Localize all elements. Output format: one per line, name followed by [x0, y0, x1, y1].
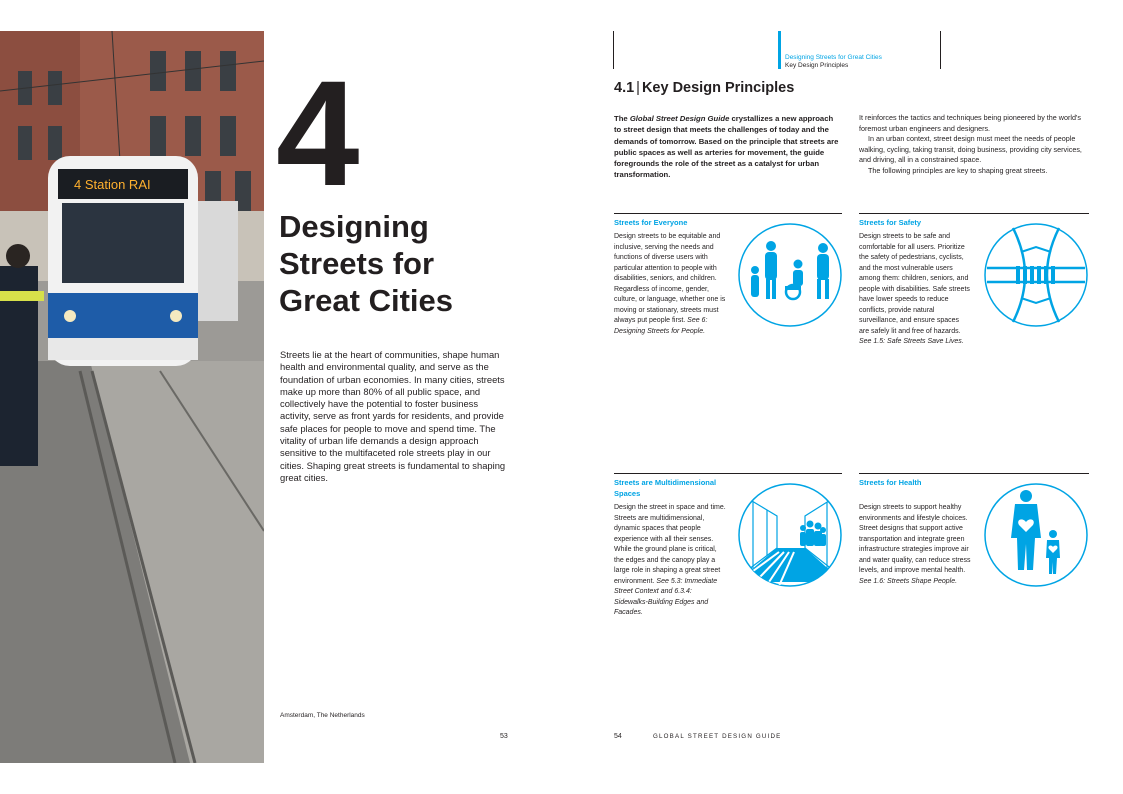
principle-reference: See 6: Designing Streets for People.	[614, 317, 708, 335]
principle-title-safety: Streets for Safety	[859, 218, 922, 227]
street-space-icon	[737, 482, 843, 588]
tram-photo	[0, 31, 264, 763]
chapter-number: 4	[276, 49, 356, 217]
principle-reference: See 1.6: Streets Shape People.	[859, 577, 958, 585]
section-title: Key Design Principles	[641, 80, 795, 96]
col2-paragraph-3: The following principles are key to shaping great streets.	[868, 165, 1048, 175]
card-rule	[614, 473, 842, 474]
chapter-intro-text: Streets lie at the heart of communities, shape human health and environmental quality, and serve as the foundation of urban economies. In many cities, streets make up more than 80% of all public space, and collectively have the potential to foster business activity, serve as front yards for residents, and provide safe places for people to move and spend time. The vitality of urban life demands a design approach sensitive to the multifaceted role streets play in our cities. Shaping great streets is fundamental to shaping great cities.	[280, 349, 506, 483]
lead-guide-title: Global Street Design Guide	[629, 114, 730, 123]
col2-paragraph-2: In an urban context, street design must meet the needs of people walking, cycling, taking transit, doing business, providing city services, and driving, all in a constrained space.	[859, 134, 1082, 164]
people-diversity-icon	[737, 222, 843, 328]
running-footer-title: GLOBAL STREET DESIGN GUIDE	[653, 733, 782, 740]
section-number: 4.1	[614, 80, 635, 96]
principle-text: Design streets to be safe and comfortable for all users. Prioritize the safety of pedestrians, cyclists, and the most vulnerable users among them: children, seniors, and people with disabilities. Safe streets have lower speeds to reduce conflicts, provide natural surveillance, and ensure spaces are safely lit and free of hazards.	[859, 233, 970, 335]
header-accent-bar	[778, 31, 781, 69]
section-separator: |	[636, 80, 640, 96]
principle-text: Design the street in space and time. Streets are multidimensional, dynamic spaces that people experience with all their senses. While the ground plane is critical, the edges and the canopy play a large role in shaping a great street environment.	[614, 504, 726, 585]
lead-text-rest: crystallizes a new approach to street design that meets the challenges of today and the demands of tomorrow. Based on the principle that streets are public spaces as well as arteries for movement, the guide foregrounds the role of the street as a catalyst for urban transformation.	[614, 114, 839, 180]
principle-text: Design streets to support healthy environments and lifestyle choices. Street designs that support active transportation and integrate green infrastructure strategies improve air and water quality, can reduce stress levels, and improve mental health.	[859, 504, 971, 574]
card-rule	[614, 213, 842, 214]
principle-title-everyone: Streets for Everyone	[614, 218, 688, 227]
principle-reference: See 1.5: Safe Streets Save Lives.	[859, 338, 964, 345]
intro-column-2	[859, 113, 1093, 176]
section-heading	[614, 80, 794, 96]
running-header-section: Key Design Principles	[785, 62, 849, 69]
card-rule	[859, 213, 1089, 214]
safe-crossing-icon	[983, 222, 1089, 328]
page-number-right: 54	[614, 733, 622, 740]
card-rule	[859, 473, 1089, 474]
principle-reference: See 5.3: Immediate Street Context and 6.3.4: Sidewalks-Building Edges and Facades.	[614, 577, 718, 616]
page-number-left: 53	[500, 733, 508, 740]
principle-title-health: Streets for Health	[859, 478, 922, 487]
photo-caption: Amsterdam, The Netherlands	[280, 712, 365, 719]
principle-title-multidimensional: Streets are Multidimensional Spaces	[614, 478, 717, 498]
col2-paragraph-1: It reinforces the tactics and techniques being pioneered by the world's foremost urban engineers and designers.	[859, 113, 1081, 133]
header-divider-left	[613, 31, 614, 69]
running-header-chapter: Designing Streets for Great Cities	[785, 54, 882, 61]
lead-text-start: The	[614, 114, 628, 123]
principle-body-everyone	[614, 232, 726, 337]
chapter-title: Designing Streets for Great Cities	[279, 209, 454, 318]
principle-body-safety	[859, 232, 971, 348]
principle-body-health	[859, 503, 971, 587]
tram-destination-sign: 4 Station RAI	[74, 177, 151, 192]
health-heart-icon	[983, 482, 1089, 588]
principle-body-multidimensional	[614, 503, 726, 619]
lead-paragraph	[614, 113, 842, 181]
header-divider-right	[940, 31, 941, 69]
principle-text: Design streets to be equitable and inclusive, serving the needs and functions of diverse users with particular attention to people with disabilities, seniors, and children. Regardless of income, gender, culture, or language, whether one is moving or stationary, streets must always put people first.	[614, 233, 726, 324]
